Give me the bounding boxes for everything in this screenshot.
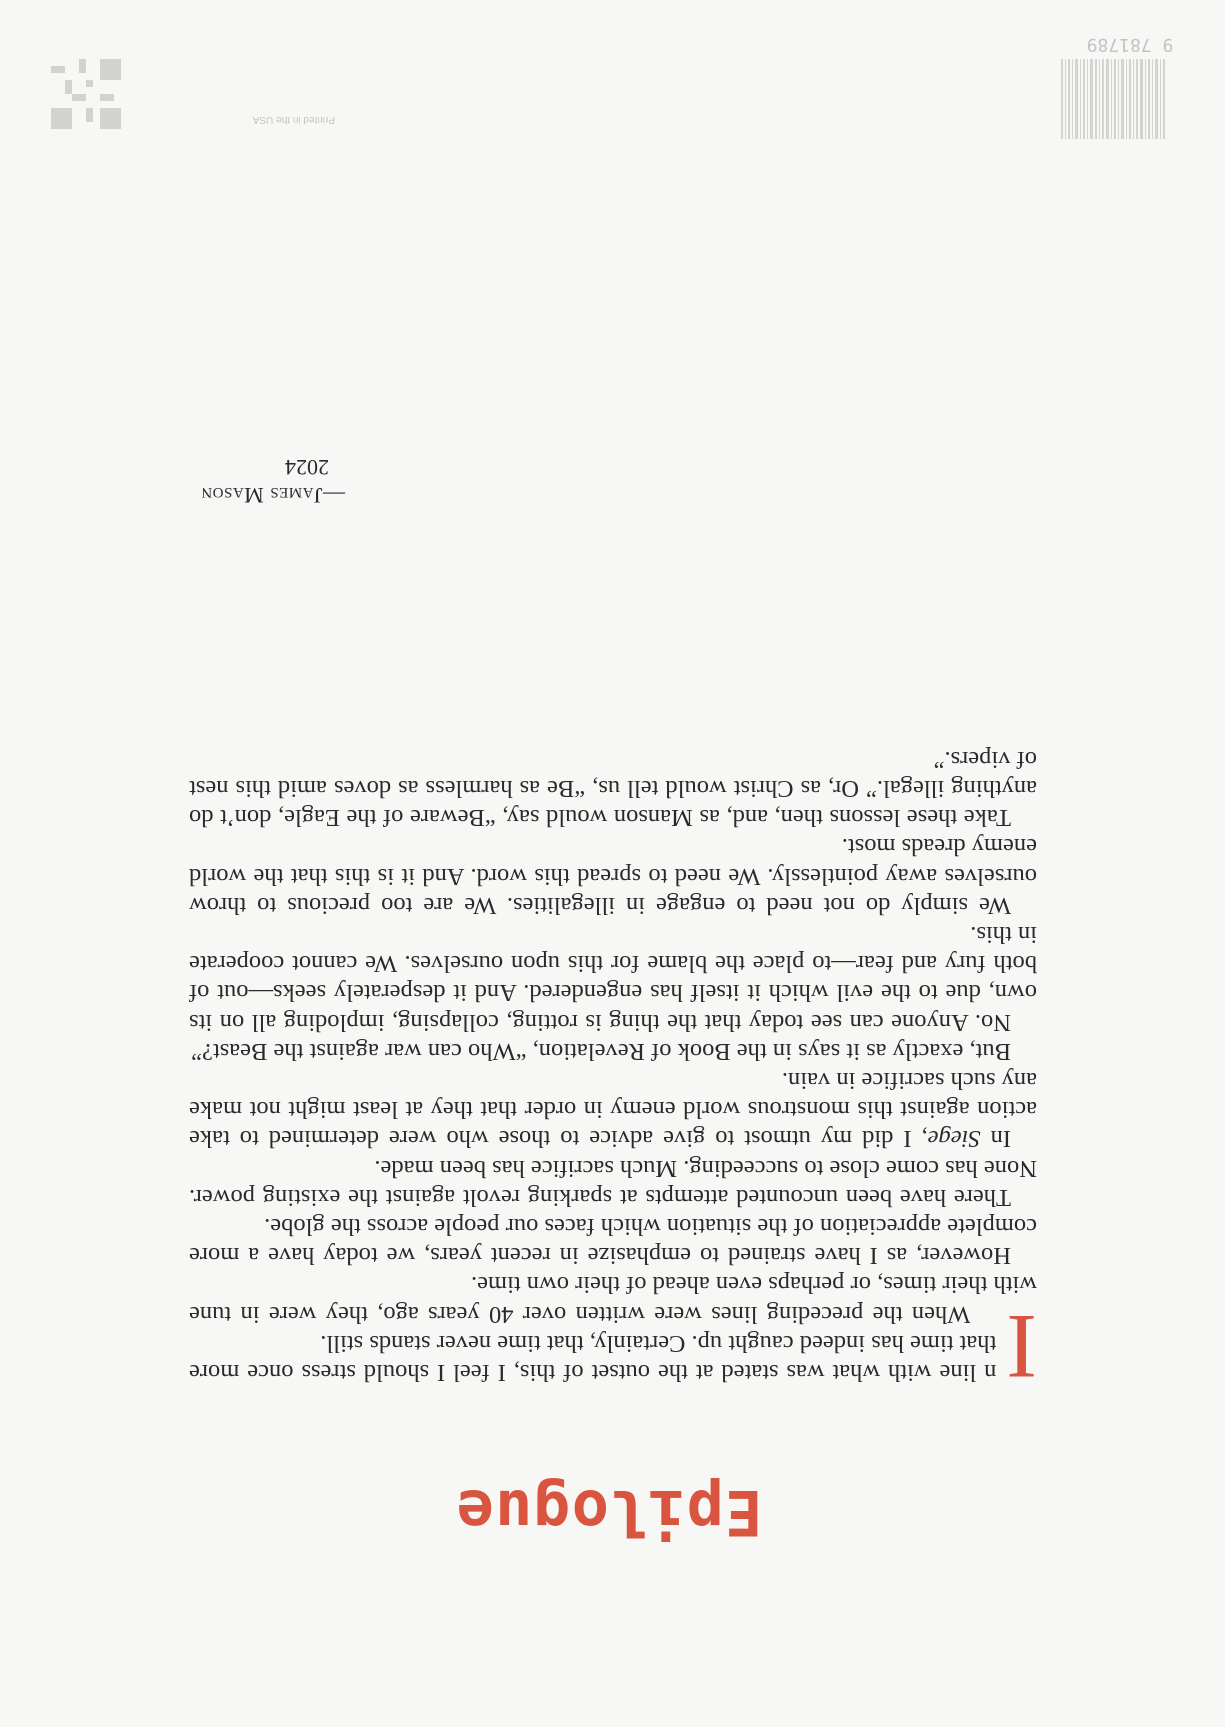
paragraph-7: No. Anyone can see today that the thing is rotting, collapsing, imploding all on its own, due to the evil which it itself has engendered. And it desperately seeks—out of both fury and fear—to place the blame for this upon ourselves. We cannot cooperate in this. — [189, 920, 1037, 1036]
paragraph-5: In Siege, I did my utmost to give advice to those who were determined to take action against this monstrous world enemy in order that they at least might not make any such sacrifice in vain. — [189, 1066, 1037, 1153]
signature-year: 2024 — [285, 455, 329, 480]
book-title-siege: Siege — [927, 1125, 981, 1153]
drop-cap: I — [1006, 1296, 1037, 1398]
paragraph-2: When the preceding lines were written over 40 years ago, they were in tune with their times, or perhaps even ahead of their own time. — [189, 1271, 1037, 1328]
paragraph-6: But, exactly as it says in the Book of Revelation, “Who can war against the Beast?” — [191, 1037, 1011, 1065]
chapter-title: Epilogue — [455, 1476, 763, 1549]
author-signature: —James Mason — [200, 483, 345, 508]
barcode-icon — [1059, 59, 1167, 139]
paragraph-3: However, as I have strained to emphasize in recent years, we today have a more complete appreciation of the situation which faces our people across the globe. — [189, 1212, 1037, 1270]
signature-block — [145, 453, 345, 509]
qr-code-icon — [51, 59, 121, 129]
print-on-demand-note: Printed in the USA — [252, 114, 335, 125]
paragraph-8: We simply do not need to engage in illegalities. We are too precious to throw ourselves away pointlessly. We need to spread this word. And it is this that the world enemy dreads most. — [189, 833, 1037, 919]
body-text — [189, 745, 1037, 1398]
paragraph-4: There have been uncounted attempts at sparking revolt against the existing power. None has come close to succeeding. Much sacrifice has been made. — [189, 1154, 1037, 1211]
paragraph-9: Take these lessons then, and, as Manson would say, “Beware of the Eagle, don’t do anything illegal.” Or, as Christ would tell us, “Be as harmless as doves amid this nest of vipers.” — [189, 745, 1037, 832]
paragraph-1: I n line with what was stated at the outset of this, I feel I should stress once more that time has indeed caught up. Certainly, that time never stands still. — [189, 1296, 1037, 1398]
barcode-number: 9 781789 — [1086, 34, 1174, 55]
